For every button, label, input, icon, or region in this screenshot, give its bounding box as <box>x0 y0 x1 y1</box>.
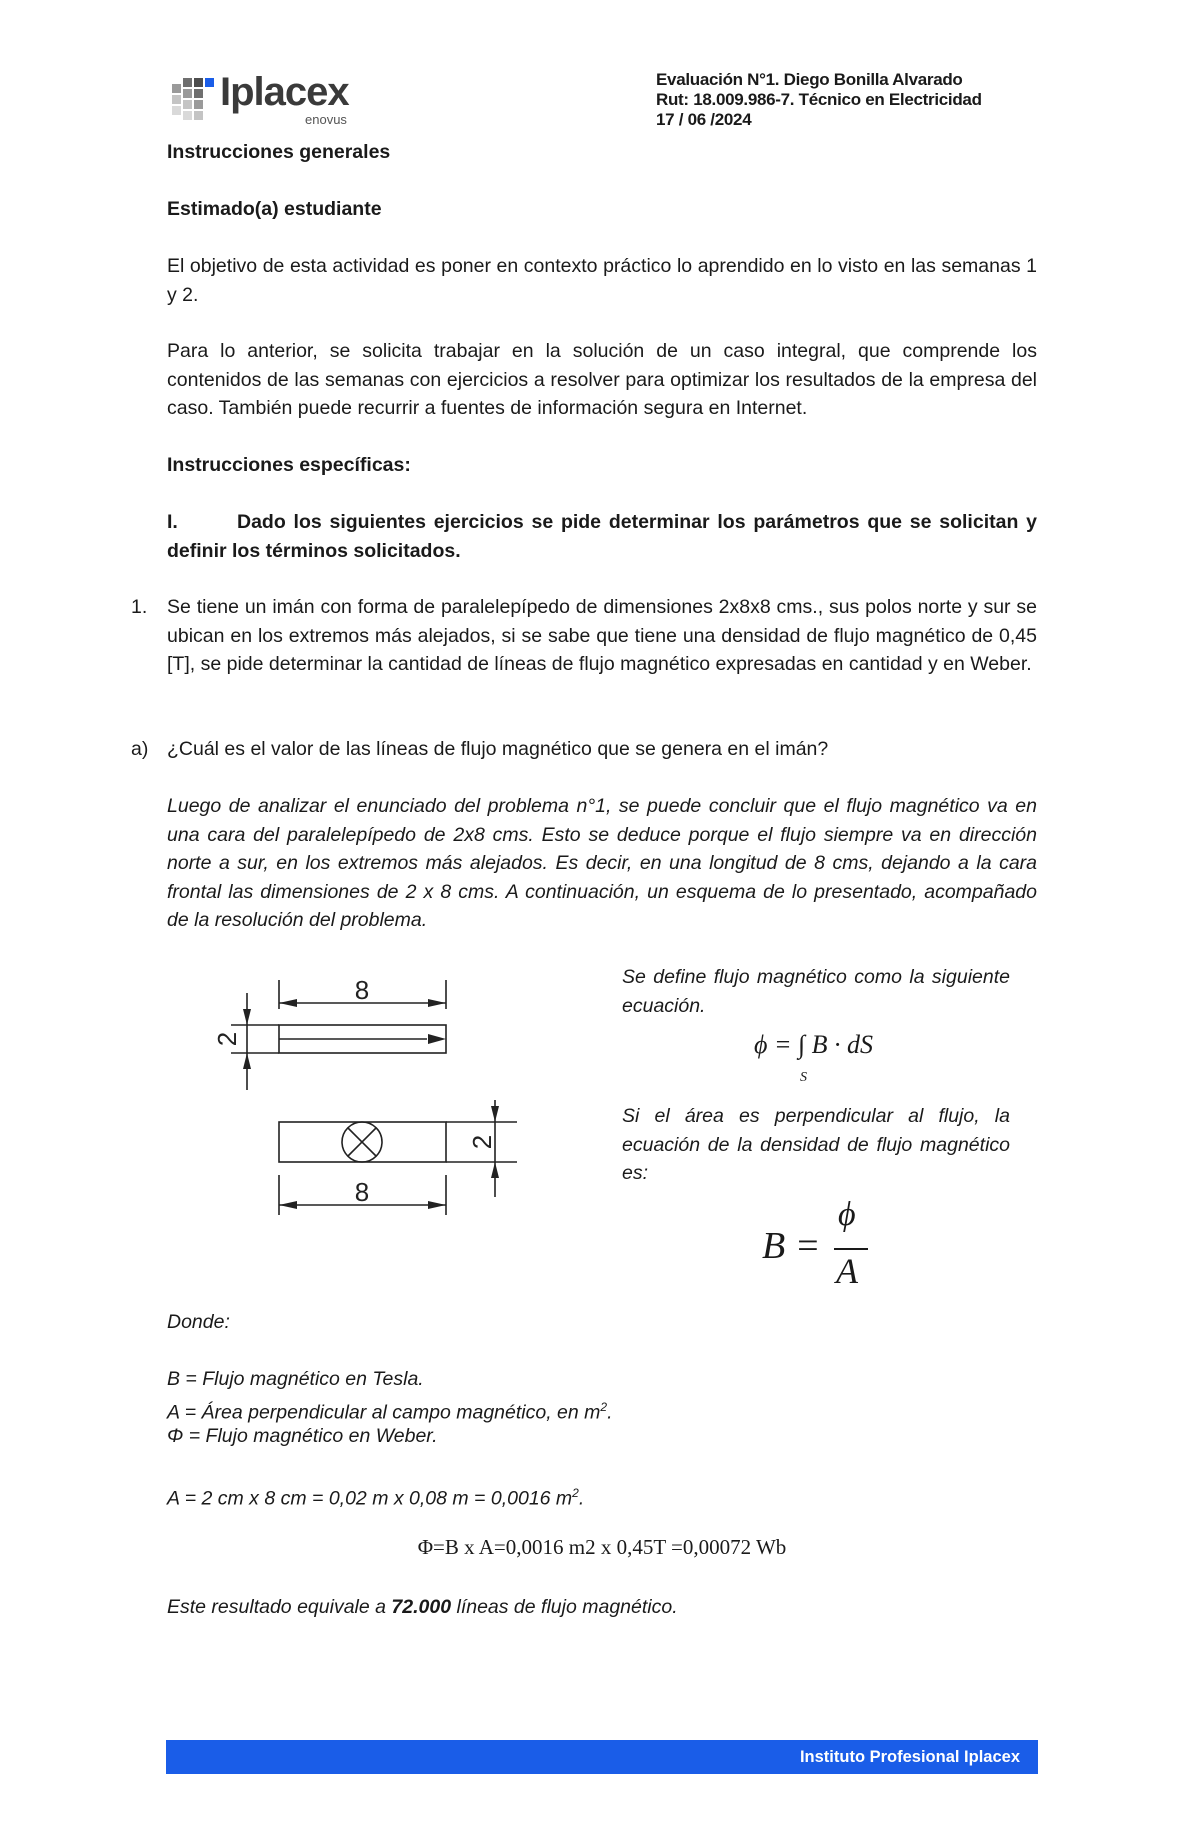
logo-subtext: enovus <box>305 112 347 127</box>
general-title: Instrucciones generales <box>167 141 391 163</box>
flux-formula-sub: S <box>800 1070 807 1085</box>
flux-formula <box>754 1030 914 1092</box>
calc-area-sup: 2 <box>572 1486 579 1500</box>
header-info <box>656 70 982 130</box>
result-post: líneas de flujo magnético. <box>451 1596 678 1618</box>
section-text: Dado los siguientes ejercicios se pide determinar los parámetros que se solicitan y definir los términos solicitados. <box>167 511 1037 562</box>
section-one <box>167 508 1037 565</box>
flux-calculation: Φ=B x A=0,0016 m2 x 0,45T =0,00072 Wb <box>417 1535 787 1559</box>
flux-formula-text: ϕ = ∫ B · dS <box>754 1030 874 1059</box>
greeting: Estimado(a) estudiante <box>167 198 382 220</box>
specific-title: Instrucciones específicas: <box>167 454 411 476</box>
definition-text: Se define flujo magnético como la siguiente ecuación. <box>622 966 1010 1017</box>
calc-area-text: A = 2 cm x 8 cm = 0,02 m x 0,08 m = 0,0016 m <box>167 1487 573 1510</box>
item-text: Se tiene un imán con forma de paralelepípedo de dimensiones 2x8x8 cms., sus polos norte y sur se ubican en los extremos más alejados, si se sabe que tiene una densidad de flujo magnético de 0,45 [T], se pide determinar la cantidad de líneas de flujo magnético expresadas en cantidad y en Weber. <box>167 596 1037 675</box>
eval-line: Evaluación N°1. Diego Bonilla Alvarado <box>656 70 963 89</box>
dim-right-label: 2 <box>467 1134 497 1150</box>
def-a-sup: 2 <box>600 1400 608 1414</box>
top-magnet-block <box>231 980 446 1090</box>
logo-squares-icon <box>172 78 216 122</box>
calc-area-end: . <box>578 1487 585 1510</box>
def-a-text: A = Área perpendicular al campo magnético, en m <box>167 1401 601 1424</box>
logo-text: Iplacex <box>220 70 349 114</box>
density-formula-num: ϕ <box>838 1196 856 1233</box>
dim-left-label: 2 <box>212 1031 242 1047</box>
date-line: 17 / 06 /2024 <box>656 110 752 129</box>
def-a-end: . <box>607 1401 613 1424</box>
question-text: ¿Cuál es el valor de las líneas de flujo magnético que se genera en el imán? <box>167 738 829 760</box>
request-paragraph: Para lo anterior, se solicita trabajar en la solución de un caso integral, que comprende los contenidos de las semanas con ejercicios a resolver para optimizar los resultados de la empresa del caso. También puede recurrir a fuentes de información segura en Internet. <box>167 340 1037 419</box>
rut-line: Rut: 18.009.986-7. Técnico en Electricidad <box>656 90 982 109</box>
analysis-paragraph: Luego de analizar el enunciado del problema n°1, se puede concluir que el flujo magnético va en una cara del paralelepípedo de 2x8 cms. Esto se deduce porque el flujo siempre va en dirección norte a sur, en los extremos más alejados. Es decir, en una longitud de 8 cms, dejando a la cara frontal las dimensiones de 2 x 8 cms. A continuación, un esquema de lo presentado, acompañado de la resolución del problema. <box>167 795 1037 931</box>
footer-label: Instituto Profesional Iplacex <box>799 1748 1020 1766</box>
dim-top-label: 8 <box>354 975 370 1005</box>
question-label: a) <box>131 738 149 760</box>
bottom-magnet-block <box>279 1100 517 1215</box>
calc-area <box>167 1479 1037 1513</box>
def-b: B = Flujo magnético en Tesla. <box>167 1368 424 1390</box>
result-pre: Este resultado equivale a <box>167 1596 392 1618</box>
section-number: I. <box>167 511 178 533</box>
donde-label: Donde: <box>167 1311 230 1333</box>
objective-paragraph: El objetivo de esta actividad es poner en contexto práctico lo aprendido en lo visto en las semanas 1 y 2. <box>167 255 1037 306</box>
result-value: 72.000 <box>391 1596 452 1618</box>
item-number: 1. <box>131 596 148 618</box>
logo <box>172 70 372 128</box>
footer-bar <box>166 1740 1038 1774</box>
def-phi: Φ = Flujo magnético en Weber. <box>167 1425 438 1447</box>
magnet-diagram <box>205 965 525 1235</box>
density-formula <box>762 1196 882 1300</box>
density-formula-left: B = <box>762 1225 821 1267</box>
result-line <box>167 1593 1037 1622</box>
dim-bottom-label: 8 <box>354 1177 370 1207</box>
perpendicular-text: Si el área es perpendicular al flujo, la ecuación de la densidad de flujo magnético es: <box>622 1105 1010 1184</box>
density-formula-den: A <box>836 1251 858 1291</box>
